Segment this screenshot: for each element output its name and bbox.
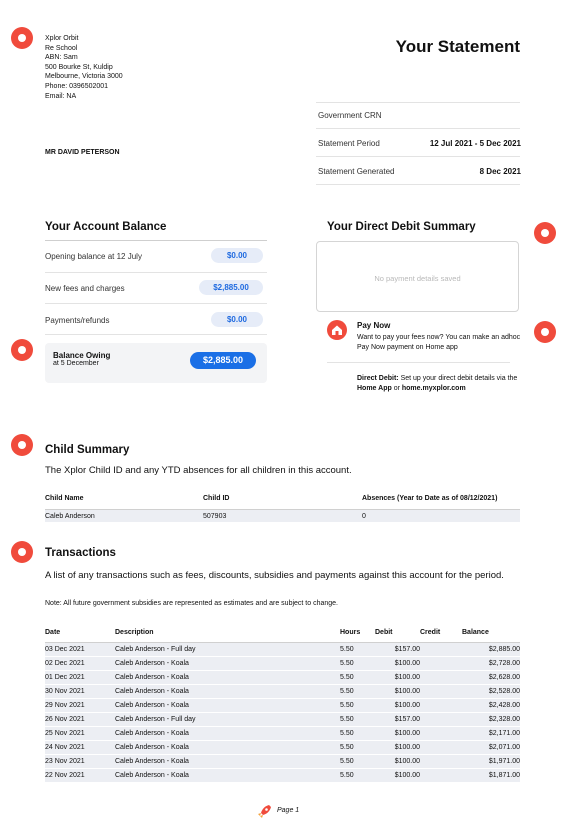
tx-credit (420, 670, 462, 684)
table-row (45, 712, 520, 726)
child-summary-heading: Child Summary (45, 444, 130, 456)
row-label: Opening balance at 12 July (45, 252, 142, 261)
direct-debit-heading: Your Direct Debit Summary (327, 221, 476, 233)
row-value: $0.00 (211, 312, 263, 327)
tx-credit (420, 684, 462, 698)
tx-description: Caleb Anderson - Koala (115, 670, 340, 684)
tx-balance: $2,428.00 (462, 698, 520, 712)
tx-credit (420, 698, 462, 712)
tx-debit: $100.00 (375, 740, 420, 754)
tx-balance: $2,328.00 (462, 712, 520, 726)
tx-date: 24 Nov 2021 (45, 740, 115, 754)
tx-credit (420, 754, 462, 768)
address-line: Email: NA (45, 92, 77, 100)
generated-label: Statement Generated (318, 167, 395, 176)
payment-details-box (316, 241, 519, 312)
column-header: Balance (462, 628, 520, 642)
table-row (45, 684, 520, 698)
row-label: Payments/refunds (45, 316, 110, 325)
table-row (45, 642, 520, 656)
row-label: New fees and charges (45, 284, 125, 293)
tx-hours: 5.50 (340, 726, 375, 740)
balance-owing-value: $2,885.00 (190, 352, 256, 369)
tx-credit (420, 768, 462, 782)
period-row (318, 139, 521, 148)
child-name: Caleb Anderson (45, 509, 203, 522)
balance-owing-date: at 5 December (53, 360, 99, 367)
rocket-icon (256, 804, 272, 820)
period-value: 12 Jul 2021 - 5 Dec 2021 (429, 139, 521, 148)
tx-credit (420, 712, 462, 726)
tx-debit: $100.00 (375, 698, 420, 712)
tx-description: Caleb Anderson - Koala (115, 726, 340, 740)
home-app-link[interactable]: Home App (357, 385, 392, 392)
tx-description: Caleb Anderson - Koala (115, 656, 340, 670)
address-line: Phone: 0396502001 (45, 82, 109, 90)
tx-debit: $157.00 (375, 642, 420, 656)
column-header: Date (45, 628, 115, 642)
tx-hours: 5.50 (340, 698, 375, 712)
row-value: $0.00 (211, 248, 263, 263)
tx-hours: 5.50 (340, 656, 375, 670)
account-balance-heading: Your Account Balance (45, 221, 167, 233)
tx-balance: $1,971.00 (462, 754, 520, 768)
tx-hours: 5.50 (340, 768, 375, 782)
generated-row (318, 167, 521, 176)
tx-date: 02 Dec 2021 (45, 656, 115, 670)
annotation-marker-icon (11, 27, 33, 49)
annotation-marker-icon (534, 222, 556, 244)
tx-balance: $1,871.00 (462, 768, 520, 782)
balance-owing-box (45, 343, 267, 383)
transactions-heading: Transactions (45, 547, 116, 559)
transactions-description: A list of any transactions such as fees, discounts, subsidies and payments against this account for the period. (45, 570, 504, 581)
tx-balance: $2,728.00 (462, 656, 520, 670)
tx-date: 25 Nov 2021 (45, 726, 115, 740)
address-line: Re School (45, 44, 78, 52)
column-header: Credit (420, 628, 462, 642)
table-row (45, 740, 520, 754)
table-row (45, 670, 520, 684)
crn-label: Government CRN (318, 111, 382, 120)
address-line: 500 Bourke St, Kuldip (45, 63, 113, 71)
tx-description: Caleb Anderson - Koala (115, 698, 340, 712)
child-id: 507903 (203, 509, 362, 522)
page-title: Your Statement (395, 37, 520, 56)
tx-description: Caleb Anderson - Koala (115, 684, 340, 698)
subsidy-note: Note: All future government subsidies are represented as estimates and are subject to change. (45, 600, 339, 607)
tx-balance: $2,171.00 (462, 726, 520, 740)
pay-now-text: Want to pay your fees now? You can make an adhoc Pay Now payment on Home app (357, 334, 521, 351)
column-header: Debit (375, 628, 420, 642)
child-summary-table (45, 495, 520, 522)
tx-hours: 5.50 (340, 740, 375, 754)
crn-row (318, 111, 521, 120)
tx-date: 23 Nov 2021 (45, 754, 115, 768)
column-header: Child Name (45, 495, 203, 509)
table-row (45, 726, 520, 740)
payments-row (45, 316, 265, 325)
tx-date: 01 Dec 2021 (45, 670, 115, 684)
dd-or: or (391, 385, 402, 392)
annotation-marker-icon (11, 541, 33, 563)
pay-now-title: Pay Now (357, 321, 391, 330)
table-row (45, 768, 520, 782)
tx-hours: 5.50 (340, 754, 375, 768)
annotation-marker-icon (11, 339, 33, 361)
tx-hours: 5.50 (340, 642, 375, 656)
website-link[interactable]: home.myxplor.com (401, 385, 466, 392)
tx-description: Caleb Anderson - Koala (115, 768, 340, 782)
tx-date: 26 Nov 2021 (45, 712, 115, 726)
opening-balance-row (45, 252, 265, 261)
table-row (45, 509, 520, 522)
column-header: Child ID (203, 495, 362, 509)
tx-debit: $100.00 (375, 754, 420, 768)
dd-text: Set up your direct debit details via the (398, 375, 518, 382)
address-line: Melbourne, Victoria 3000 (45, 73, 123, 81)
column-header: Absences (Year to Date as of 08/12/2021) (362, 495, 520, 509)
new-fees-row (45, 284, 265, 293)
generated-value: 8 Dec 2021 (479, 167, 521, 176)
transactions-table (45, 628, 520, 783)
table-row (45, 698, 520, 712)
tx-description: Caleb Anderson - Full day (115, 712, 340, 726)
tx-debit: $100.00 (375, 656, 420, 670)
tx-debit: $157.00 (375, 712, 420, 726)
child-absences: 0 (362, 509, 520, 522)
address-line: Xplor Orbit (45, 35, 79, 42)
table-row (45, 656, 520, 670)
school-address (45, 34, 123, 101)
tx-credit (420, 656, 462, 670)
annotation-marker-icon (534, 321, 556, 343)
tx-balance: $2,628.00 (462, 670, 520, 684)
tx-date: 30 Nov 2021 (45, 684, 115, 698)
row-value: $2,885.00 (199, 280, 263, 295)
tx-hours: 5.50 (340, 684, 375, 698)
tx-hours: 5.50 (340, 670, 375, 684)
tx-debit: $100.00 (375, 670, 420, 684)
tx-debit: $100.00 (375, 768, 420, 782)
tx-description: Caleb Anderson - Full day (115, 642, 340, 656)
page-number: Page 1 (277, 807, 300, 814)
annotation-marker-icon (11, 434, 33, 456)
direct-debit-note (357, 374, 522, 394)
address-line: ABN: Sam (45, 54, 78, 62)
home-icon (327, 320, 347, 340)
tx-date: 22 Nov 2021 (45, 768, 115, 782)
tx-date: 03 Dec 2021 (45, 642, 115, 656)
tx-debit: $100.00 (375, 684, 420, 698)
child-summary-description: The Xplor Child ID and any YTD absences for all children in this account. (45, 465, 352, 476)
tx-debit: $100.00 (375, 726, 420, 740)
tx-description: Caleb Anderson - Koala (115, 740, 340, 754)
balance-owing-label: Balance Owing (53, 351, 111, 360)
tx-credit (420, 740, 462, 754)
period-label: Statement Period (318, 139, 380, 148)
column-header: Description (115, 628, 340, 642)
tx-description: Caleb Anderson - Koala (115, 754, 340, 768)
tx-hours: 5.50 (340, 712, 375, 726)
tx-date: 29 Nov 2021 (45, 698, 115, 712)
dd-label: Direct Debit: (357, 375, 399, 382)
tx-balance: $2,071.00 (462, 740, 520, 754)
tx-balance: $2,885.00 (462, 642, 520, 656)
customer-name: MR DAVID PETERSON (45, 149, 120, 156)
tx-balance: $2,528.00 (462, 684, 520, 698)
tx-credit (420, 642, 462, 656)
tx-credit (420, 726, 462, 740)
column-header: Hours (340, 628, 375, 642)
table-row (45, 754, 520, 768)
no-payment-text: No payment details saved (374, 274, 461, 283)
